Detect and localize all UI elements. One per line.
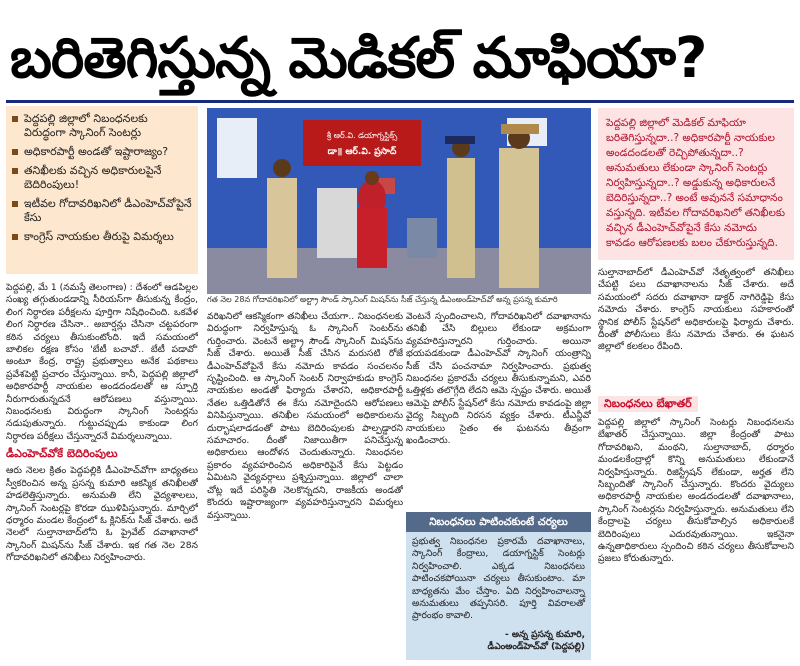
quote-box-body: ప్రభుత్వ నిబంధనల ప్రకారమే దవాఖానాలు, స్కానింగ్ కేంద్రాలు, డయాగ్నస్టిక్ సెంటర్లు నిర్వహించాలి. ఎక్కడ నిబంధనలు పాటించకపోయినా చర్యలు తీసుకుంటాం. మా బాధ్యతను మేం చేస్తాం. ఏది నిర్వహించాలన్నా అనుమతులు తప్పనిసరి. పూర్తి వివరాలతో ప్రారంభం కావాలి. <box>412 536 585 622</box>
diagnostics-signboard <box>303 120 421 166</box>
highlight-item <box>12 164 192 192</box>
highlight-text: కాంగ్రెస్ నాయకుల తీరుపై విమర్శలు <box>24 230 174 243</box>
sign-line-1: శ్రీ ఆర్.వి. డయాగ్నస్టిక్స్ <box>326 131 398 140</box>
photo-caption: గత నెల 28న గోదావరిఖనిలో అల్ట్రా సౌండ్ స్కానింగ్ మిషన్‌ను సీజ్ చేస్తున్న డీఎంఅండ్‌హెచ్‌వో అన్న ప్రసన్న కుమారి <box>207 295 558 304</box>
photo-illustration <box>207 108 591 294</box>
quote-signature-title: డీఎంఅండ్‌హెచ్‌వో (పెద్దపల్లి) <box>487 641 585 652</box>
highlight-item <box>12 145 192 159</box>
quote-box <box>406 512 591 660</box>
article-column-2: వరిఖనిలో ఆకస్మికంగా తనిఖీలు చేయగా.. నిబంధనలకు విరుద్ధంగా నిర్వహిస్తున్న ఓ స్కానింగ్ సెంటర్‌ను గుర్తించారు. వెంటనే అల్ట్రా సౌండ్ స్కానింగ్ మిషన్‌ను సీజ్ చేశారు. అయితే సీజ్ చేసిన మరుసటి రోజే డీఎంహెచ్‌వోపైనే కేసు నమోదు కావడం సంచలనం సృష్టించింది. ఆ స్కానింగ్ సెంటర్ నిర్వాహకుడు కాంగ్రెస్ నాయకుల అండతో ఫిర్యాదు చేశారని, అధికారపార్టీ నేతల ఒత్తిడితోనే ఈ కేసు నమోదైందని ఆరోపణలు వినిపిస్తున్నాయి. తనిఖీల సమయంలో అధికారులను దుర్భాషలాడడంతో పాటు బెదిరింపులకు పాల్పడ్డారని సమాచారం. దీంతో నిజాయితీగా పనిచేస్తున్న అధికారులు ఆందోళన చెందుతున్నారు. నిబంధనల ప్రకారం వ్యవహరించిన అధికారిపైనే కేసు పెట్టడం ఏమిటని వైద్యవర్గాలు ప్రశ్నిస్తున్నాయి. జిల్లాలో చాలా చోట్ల ఇదే పరిస్థితి నెలకొన్నదని, రాజకీయ అండతో కొందరు ఇష్టారాజ్యంగా వ్యవహరిస్తున్నారని విమర్శలు వస్తున్నాయి. <box>207 311 403 521</box>
subheading-tag: నిబంధనలు బేఖాతర్ <box>598 396 698 412</box>
highlights-box <box>6 106 198 274</box>
bullet-icon <box>12 168 18 174</box>
article-column-1 <box>6 282 198 660</box>
highlight-item <box>12 197 192 225</box>
paragraph: పెద్దపల్లి, మే 1 (నమస్తే తెలంగాణ) : దేశంలో ఆడపిల్లల సంఖ్య తగ్గుతుండడాన్ని సీరియస్‌గా తీసుకున్న కేంద్రం, లింగ నిర్ధారణ పరీక్షలను పూర్తిగా నిషేధించింది. ఒకవేళ లింగ నిర్ధారణ చేసినా.. అబార్షన్లు చేసినా చట్టపరంగా కఠిన చర్యలు తీసుకుంటోంది. ఇదే సమయంలో బాలికల రక్షణ కోసం 'బేటీ బచావో.. బేటీ పడావో' అంటూ కేంద్ర, రాష్ట్ర ప్రభుత్వాలు అనేక పథకాలు ప్రవేశపెట్టి ప్రచారం చేస్తున్నాయి. కానీ, పెద్దపల్లి జిల్లాలో అధికారపార్టీ నాయకుల అండదండలతో ఆ స్ఫూర్తి నీరుగారుతున్నదనే ఆరోపణలు వస్తున్నాయి. నిబంధనలకు విరుద్ధంగా స్కానింగ్ సెంటర్లను నడుపుతున్నారు. గుట్టుచప్పుడు కాకుండా లింగ నిర్ధారణ పరీక్షలు చేస్తున్నారనే విమర్శలున్నాయి. <box>6 282 198 442</box>
bullet-icon <box>12 201 18 207</box>
quote-signature-name: - అన్న ప్రసన్న కుమారి, <box>504 629 585 640</box>
bullet-icon <box>12 149 18 155</box>
headline-rule <box>6 100 794 103</box>
news-photo <box>207 108 591 294</box>
highlight-item <box>12 112 192 140</box>
highlight-text: తనిఖీలకు వచ్చిన అధికారులపైనే బెదిరింపులు! <box>24 164 162 191</box>
headline: బరితెగిస్తున్న మెడికల్‌ మాఫియా? <box>10 26 707 91</box>
highlight-text: అధికారపార్టీ అండతో ఇష్టారాజ్యం? <box>24 145 169 158</box>
subheading: డీఎంహెచ్‌వోకే బెదిరింపులు <box>6 447 118 461</box>
highlight-text: ఇటీవల గోదావరిఖనిలో డీఎంహెచ్‌వోపైనే కేసు <box>24 197 192 224</box>
intro-box: పెద్దపల్లి జిల్లాలో మెడికల్ మాఫియా బరితెగిస్తున్నదా..? అధికారపార్టీ నాయకుల అండదండలతో రెచ్చిపోతున్నదా..? అనుమతులు లేకుండా స్కానింగ్ సెంటర్లు నిర్వహిస్తున్నదా..? అడ్డుకున్న అధికారులనే బెదిరిస్తున్నదా..? అంటే అవుననే సమాధానం వస్తున్నది. ఇటీవల గోదావరిఖనిలో తనిఖీలకు వచ్చిన డీఎంహెచ్‌వోపైనే కేసు నమోదు కావడం ఆరోపణలకు బలం చేకూరుస్తున్నది. <box>598 108 794 260</box>
article-column-4: సుల్తానాబాద్‌లో డీఎంహెచ్‌వో నేతృత్వంలో తనిఖీలు చేపట్టి పలు దవాఖానాలను సీజ్ చేశారు. అదే సమయంలో సదరు దవాఖానా డాక్టర్ నాగిరెడ్డిపై కేసు నమోదు చేశారు. కాంగ్రెస్ నాయకులు సహకారంతో స్థానిక పోలీస్ స్టేషన్‌లో అధికారులపై ఫిర్యాదు చేశారు. దీంతో పోలీసులు కేసు నమోదు చేశారు. ఈ ఘటన జిల్లాలో కలకలం రేపింది. <box>598 267 794 353</box>
paragraph: ఆరు నెలల క్రితం పెద్దపల్లికి డీఎంహెచ్‌వోగా బాధ్యతలు స్వీకరించిన అన్న ప్రసన్న కుమారి ఆకస్మిక తనిఖీలతో హడలెత్తిస్తున్నారు. అనుమతి లేని వైద్యశాలలు, స్కానింగ్ సెంటర్లపై కొరడా ఝుళిపిస్తున్నారు. మార్చిలో ధర్మారం మండల కేంద్రంలో ఓ క్లినిక్‌ను సీజ్ చేశారు. అదే నెలలో సుల్తానాబాద్‌లోని ఓ ప్రైవేట్ దవాఖానాలో స్కానింగ్ మిషన్‌ను సీజ్ చేశారు. ఇక గత నెల 28న గోదావరిఖనిలో తనిఖీలు నిర్వహించారు. <box>6 465 198 564</box>
quote-box-title: నిబంధనలు పాటించకుంటే చర్యలు <box>406 512 591 532</box>
bullet-icon <box>12 116 18 122</box>
sign-line-2: డా॥ ఆర్.వి. ప్రసాద్ <box>327 147 397 157</box>
article-column-5: పెద్దపల్లి జిల్లాలో స్కానింగ్ సెంటర్లు నిబంధనలను బేఖాతర్ చేస్తున్నాయి. జిల్లా కేంద్రంతో పాటు గోదావరిఖని, మంథని, సుల్తానాబాద్, ధర్మారం మండలకేంద్రాల్లో కొన్ని అనుమతులు లేకుండానే నిర్వహిస్తున్నారు. రిజిస్ట్రేషన్ లేకుండా, అర్హత లేని సిబ్బందితో స్కానింగ్ చేస్తున్నారు. కొందరు వైద్యులు అధికారపార్టీ నాయకుల అండదండలతో దవాఖానాలు, స్కానింగ్ సెంటర్లను నిర్వహిస్తున్నారు. అనుమతులు లేని కేంద్రాలపై చర్యలు తీసుకోవాల్సిన అధికారులకే బెదిరింపులు ఎదురవుతున్నాయి. ఇకనైనా ఉన్నతాధికారులు స్పందించి కఠిన చర్యలు తీసుకోవాలని ప్రజలు కోరుతున్నారు. <box>598 417 794 565</box>
article-column-3: వెంటనే స్పందించాలని, గోదావరిఖనిలో దవాఖానాను తనిఖీ చేసి బిల్లులు లేకుండా అక్రమంగా వ్యవహరిస్తున్నారని గుర్తించారు. అయినా భయపడకుండా డీఎంహెచ్‌వో స్కానింగ్ యంత్రాన్ని సీజ్ చేసి పంచనామా నిర్వహించారు. ప్రభుత్వ నిబంధనల ప్రకారమే చర్యలు తీసుకున్నామని, ఎవరి ఒత్తిళ్లకు తలొగ్గేది లేదని ఆమె స్పష్టం చేశారు. అయితే ఆమెపై పోలీస్ స్టేషన్‌లో కేసు నమోదు కావడంపై జిల్లా వైద్య సిబ్బంది నిరసన వ్యక్తం చేశారు. టీఎన్జీవో నాయకులు సైతం ఈ ఘటనను తీవ్రంగా ఖండించారు. <box>406 311 591 447</box>
bullet-icon <box>12 234 18 240</box>
highlight-item <box>12 230 192 244</box>
highlight-text: పెద్దపల్లి జిల్లాలో నిబంధనలకు విరుద్ధంగా స్కానింగ్ సెంటర్లు <box>24 112 148 139</box>
